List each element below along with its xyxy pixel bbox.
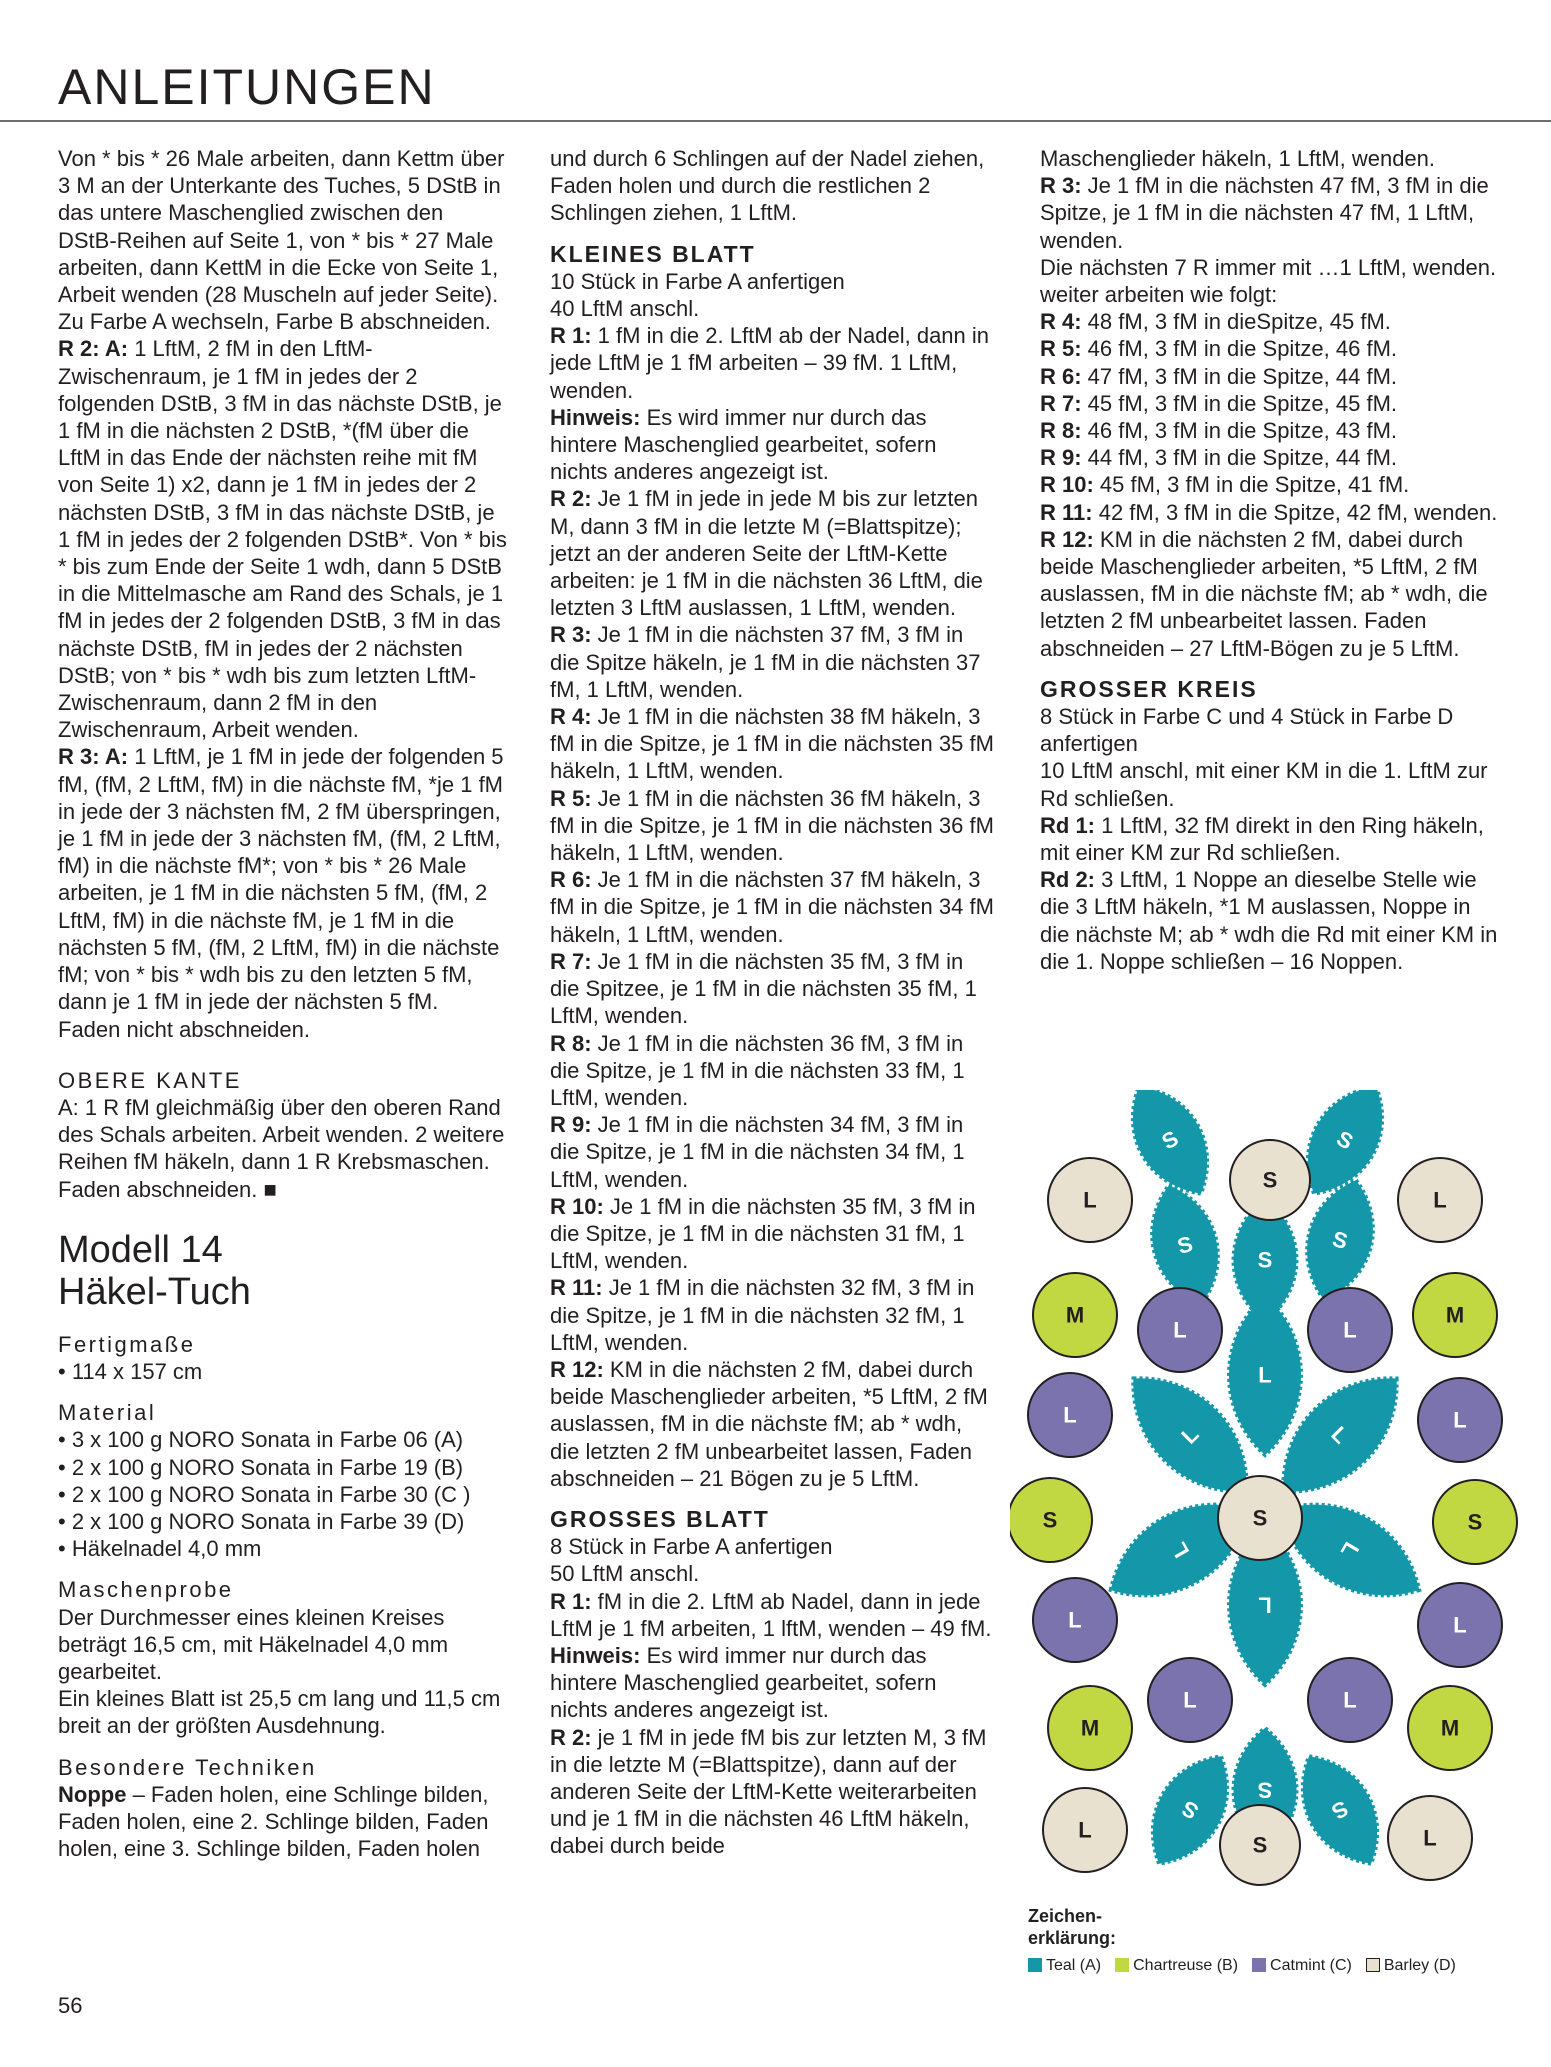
- diagram-label: L: [1078, 1817, 1092, 1843]
- legend-title-line: erklärung:: [1028, 1928, 1117, 1948]
- row-text: Je 1 fM in die nächsten 35 fM, 3 fM in die Spitzee, je 1 fM in die nächsten 35 fM, 1 LftM, wenden.: [550, 948, 977, 1029]
- row-text: 48 fM, 3 fM in dieSpitze, 45 fM.: [1081, 309, 1391, 335]
- row-label: R 10:: [1040, 472, 1094, 498]
- instruction-row: [550, 485, 995, 621]
- section-heading: GROSSER KREIS: [1040, 675, 1258, 702]
- row-text: Je 1 fM in jede in jede M bis zur letzten M, dann 3 fM in die letzte M (=Blattspitze); jetzt an der anderen Seite der LftM-Kette arbeiten: je 1 fM in die nächsten 36 LftM, die letzten 3 LftM auslassen, 1 LftM, wenden.: [550, 486, 983, 621]
- row-text: je 1 fM in jede fM bis zur letzten M, 3 fM in die letzte M (=Blattspitze), dann auf der anderen Seite der LftM-Kette weiterarbeiten und je 1 fM in die nächsten 46 LftM häkeln, dabei durch beide: [550, 1724, 987, 1859]
- legend-title-line: Zeichen-: [1028, 1906, 1103, 1926]
- row-label: R 6:: [550, 867, 592, 893]
- diagram-label: S: [1257, 1777, 1273, 1803]
- diagram-label: S: [1252, 1505, 1268, 1531]
- row-label: R 9:: [1040, 445, 1082, 471]
- row-text: Je 1 fM in die nächsten 47 fM, 3 fM in die Spitze, je 1 fM in die nächsten 47 fM, 1 LftM, wenden.: [1040, 173, 1489, 253]
- catmint-swatch: [1252, 1958, 1266, 1972]
- diagram-label: S: [1177, 1795, 1203, 1825]
- model-title: [58, 1229, 508, 1313]
- diagram-label: S: [1042, 1507, 1058, 1533]
- diagram-label: L: [1453, 1612, 1467, 1638]
- instruction-rows: [550, 1588, 995, 1860]
- model-title-line: Häkel-Tuch: [58, 1270, 251, 1313]
- instruction-rows: [1040, 812, 1500, 975]
- row-label: R 1:: [550, 1588, 592, 1614]
- row-text: 42 fM, 3 fM in die Spitze, 42 fM, wenden.: [1092, 499, 1498, 525]
- diagram-label: S: [1467, 1509, 1483, 1535]
- row-label: R 5:: [1040, 336, 1082, 362]
- diagram-label: L: [1165, 1537, 1195, 1563]
- row-label: Noppe: [58, 1781, 127, 1807]
- instruction-row: [1040, 499, 1500, 526]
- column-2: [550, 145, 995, 1860]
- row-label: Rd 2:: [1040, 867, 1095, 893]
- chartreuse-swatch: [1115, 1958, 1129, 1972]
- row-label: R 9:: [550, 1112, 592, 1138]
- material-item: • 3 x 100 g NORO Sonata in Farbe 06 (A): [58, 1427, 464, 1453]
- diagram-label: L: [1343, 1317, 1357, 1343]
- instruction-row: [550, 1642, 995, 1724]
- diagram-label: M: [1445, 1302, 1465, 1328]
- row-label: R 1:: [550, 323, 592, 349]
- paragraph: Von * bis * 26 Male arbeiten, dann Kettm über 3 M an der Unterkante des Tuches, 5 DStB in das untere Maschenglied zwischen den DStB-Reihen auf Seite 1, von * bis * 27 Male arbeiten, dann KettM in die Ecke von Seite 1, Arbeit wenden (28 Muscheln auf jeder Seite). Zu Farbe A wechseln, Farbe B abschneiden.: [58, 146, 505, 335]
- paragraph: [58, 743, 508, 1015]
- instruction-row: [1040, 526, 1500, 662]
- row-label: R 2:: [550, 1724, 592, 1750]
- diagram-label: L: [1176, 1421, 1204, 1449]
- paragraph: und durch 6 Schlingen auf der Nadel ziehen, Faden holen und durch die restlichen 2 Schlingen ziehen, 1 LftM.: [550, 146, 985, 226]
- row-label: R 4:: [550, 704, 592, 730]
- row-label: R 7:: [550, 948, 592, 974]
- paragraph: [58, 335, 508, 743]
- section-heading: Besondere Techniken: [58, 1754, 317, 1780]
- row-text: 1 LftM, 2 fM in den LftM-Zwischenraum, je 1 fM in jedes der 2 folgenden DStB, 3 fM in das nächste DStB, je 1 fM in die nächsten 2 DStB, *(fM über die LftM in das Ende der nächsten reihe mit fM von Seite 1) x2, dann je 1 fM in jedes der 2 nächsten DStB, 3 fM in das nächste DStB, je 1 fM in jedes der 2 folgenden DStB*. Von * bis * bis zum Ende der Seite 1 wdh, dann 5 DStB in die Mittelmasche am Rand des Schals, je 1 fM in jedes der 2 folgenden DStB, 3 fM in das nächste DStB, fM in jedes der 2 nächsten DStB; von * bis * wdh bis zum letzten LftM-Zwischenraum, dann 2 fM in den Zwischenraum, Arbeit wenden.: [58, 336, 507, 743]
- instruction-row: [550, 322, 995, 404]
- diagram-label: S: [1327, 1795, 1353, 1825]
- instruction-row: [550, 1111, 995, 1193]
- legend-item-teal: Teal (A): [1028, 1957, 1101, 1975]
- diagram-label: S: [1262, 1167, 1278, 1193]
- legend-title: [1028, 1905, 1116, 1949]
- instruction-row: [1040, 390, 1500, 417]
- diagram-label: L: [1433, 1187, 1447, 1213]
- column-3: [1040, 145, 1500, 975]
- row-label: R 2:: [550, 486, 592, 512]
- paragraph: • 114 x 157 cm: [58, 1358, 203, 1384]
- row-text: 46 fM, 3 fM in die Spitze, 46 fM.: [1081, 336, 1398, 362]
- instruction-row: [1040, 308, 1500, 335]
- row-label: R 11:: [1040, 499, 1093, 525]
- diagram-label: L: [1063, 1402, 1077, 1428]
- instruction-row: [550, 785, 995, 867]
- instruction-row: [550, 1356, 995, 1492]
- material-item: • 2 x 100 g NORO Sonata in Farbe 39 (D): [58, 1508, 465, 1534]
- diagram-label: S: [1174, 1231, 1196, 1259]
- instruction-row: [1040, 444, 1500, 471]
- row-label: R 4:: [1040, 309, 1082, 335]
- row-text: 44 fM, 3 fM in die Spitze, 44 fM.: [1081, 445, 1398, 471]
- diagram-label: M: [1440, 1715, 1460, 1741]
- section-heading: GROSSES BLATT: [550, 1505, 770, 1532]
- row-text: Es wird immer nur durch das hintere Maschenglied gearbeitet, sofern nichts anderes angezeigt ist.: [550, 404, 937, 485]
- row-label: R 3:: [550, 622, 592, 648]
- barley-swatch: [1366, 1958, 1380, 1972]
- row-text: Je 1 fM in die nächsten 37 fM, 3 fM in die Spitze häkeln, je 1 fM in die nächsten 37 fM, 1 LftM, wenden.: [550, 622, 981, 702]
- row-text: Je 1 fM in die nächsten 34 fM, 3 fM in die Spitze, je 1 fM in die nächsten 34 fM, 1 LftM, wenden.: [550, 1112, 965, 1192]
- paragraph: Faden nicht abschneiden.: [58, 1016, 310, 1042]
- instruction-rows: [550, 322, 995, 1492]
- section-heading: Fertigmaße: [58, 1331, 196, 1357]
- row-label: Hinweis:: [550, 1642, 641, 1668]
- diagram-label: L: [1258, 1362, 1272, 1388]
- row-label: R 8:: [550, 1030, 592, 1056]
- row-text: – Faden holen, eine Schlinge bilden, Faden holen, eine 2. Schlinge bilden, Faden holen, eine 3. Schlinge bilden, Faden holen: [58, 1781, 489, 1862]
- row-text: Je 1 fM in die nächsten 37 fM häkeln, 3 fM in die Spitze, je 1 fM in die nächsten 34 fM häkeln, 1 LftM, wenden.: [550, 867, 994, 947]
- page-number: 56: [58, 1993, 83, 2018]
- row-text: Je 1 fM in die nächsten 35 fM, 3 fM in die Spitze, je 1 fM in die nächsten 31 fM, 1 LftM, wenden.: [550, 1193, 976, 1274]
- row-label: R 3:: [1040, 173, 1082, 199]
- instruction-row: [550, 1193, 995, 1275]
- section-heading: OBERE KANTE: [58, 1067, 242, 1093]
- column-1: [58, 145, 508, 1862]
- diagram-label: S: [1329, 1226, 1351, 1254]
- instruction-row: [550, 1274, 995, 1356]
- instruction-rows: [1040, 172, 1500, 662]
- row-label: R 7:: [1040, 390, 1082, 416]
- row-label: R 12:: [550, 1356, 604, 1382]
- row-label: R 6:: [1040, 363, 1082, 389]
- row-label: R 12:: [1040, 526, 1094, 552]
- diagram-label: L: [1423, 1825, 1437, 1851]
- row-text: Je 1 fM in die nächsten 38 fM häkeln, 3 fM in die Spitze, je 1 fM in die nächsten 35 fM häkeln, 1 LftM, wenden.: [550, 704, 994, 784]
- row-text: 45 fM, 3 fM in die Spitze, 41 fM.: [1093, 472, 1410, 498]
- header-rule: [0, 120, 1551, 122]
- instruction-row: [550, 703, 995, 785]
- row-text: 46 fM, 3 fM in die Spitze, 43 fM.: [1081, 418, 1398, 444]
- row-label: R 10:: [550, 1193, 604, 1219]
- diagram-label: L: [1068, 1607, 1082, 1633]
- row-text: 3 LftM, 1 Noppe an dieselbe Stelle wie die 3 LftM häkeln, *1 M auslassen, Noppe in die nächste M; ab * wdh die Rd mit einer KM in die 1. Noppe schließen – 16 Noppen.: [1040, 867, 1498, 974]
- instruction-row: [550, 1030, 995, 1112]
- diagram-label: M: [1065, 1302, 1085, 1328]
- row-text: 1 LftM, je 1 fM in jede der folgenden 5 fM, (fM, 2 LftM, fM) in die nächste fM, *je 1 fM in jede der 3 nächsten fM, 2 fM überspringen, je 1 fM in jede der 3 nächsten fM, (fM, 2 LftM, fM) in die nächste fM*; von * bis * 26 Male arbeiten, je 1 fM in die nächsten 5 fM, (fM, 2 LftM, fM) in die nächste fM, je 1 fM in die nächsten 5 fM, (fM, 2 LftM, fM) in die nächste fM; von * bis * wdh bis zu den letzten 5 fM, dann je 1 fM in jede der nächsten 5 fM.: [58, 744, 504, 1015]
- row-label: R 8:: [1040, 418, 1082, 444]
- instruction-row: [550, 621, 995, 703]
- legend-item-chartreuse: Chartreuse (B): [1115, 1957, 1238, 1975]
- instruction-row: [1040, 254, 1500, 308]
- row-text: Die nächsten 7 R immer mit …1 LftM, wenden. weiter arbeiten wie folgt:: [1040, 254, 1497, 308]
- diagram-label: L: [1453, 1407, 1467, 1433]
- row-label: Rd 1:: [1040, 812, 1095, 838]
- instruction-row: [1040, 812, 1500, 866]
- paragraph: 8 Stück in Farbe A anfertigen 50 LftM anschl.: [550, 1534, 833, 1587]
- diagram-label: S: [1252, 1832, 1268, 1858]
- instruction-row: [550, 948, 995, 1030]
- shawl-layout-diagram: [1010, 1090, 1530, 1920]
- diagram-label: S: [1257, 1247, 1273, 1273]
- instruction-row: [1040, 363, 1500, 390]
- instruction-row: [550, 1724, 995, 1860]
- instruction-row: [1040, 866, 1500, 975]
- row-text: Je 1 fM in die nächsten 36 fM, 3 fM in die Spitze, je 1 fM in die nächsten 33 fM, 1 LftM, wenden.: [550, 1030, 965, 1110]
- row-text: 45 fM, 3 fM in die Spitze, 45 fM.: [1081, 390, 1398, 416]
- section-heading: Maschenprobe: [58, 1577, 234, 1603]
- row-text: fM in die 2. LftM ab Nadel, dann in jede LftM je 1 fM arbeiten, 1 lftM, wenden – 49 fM.: [550, 1588, 992, 1641]
- row-text: Es wird immer nur durch das hintere Maschenglied gearbeitet, sofern nichts anderes angezeigt ist.: [550, 1642, 937, 1723]
- row-text: KM in die nächsten 2 fM, dabei durch beide Maschenglieder arbeiten, *5 LftM, 2 fM auslassen, fM in die nächste fM; ab * wdh, die letzten 2 fM unbearbeitet lassen, Faden abschneiden – 21 Bögen zu je 5 LftM.: [550, 1356, 988, 1491]
- instruction-row: [550, 1588, 995, 1642]
- row-text: KM in die nächsten 2 fM, dabei durch beide Maschenglieder arbeiten, *5 LftM, 2 fM auslassen, fM in die nächste fM; ab * wdh, die letzten 2 fM unbearbeitet lassen. Faden abschneiden – 27 LftM-Bögen zu je 5 LftM.: [1040, 526, 1488, 661]
- section-heading: Material: [58, 1400, 157, 1426]
- row-label: R 2: A:: [58, 336, 129, 362]
- diagram-label: L: [1326, 1421, 1354, 1449]
- diagram-label: L: [1335, 1537, 1365, 1563]
- paragraph: [58, 1781, 508, 1863]
- row-text: Je 1 fM in die nächsten 36 fM häkeln, 3 fM in die Spitze, je 1 fM in die nächsten 36 fM häkeln, 1 LftM, wenden.: [550, 785, 994, 866]
- diagram-label: L: [1258, 1592, 1272, 1618]
- instruction-row: [1040, 172, 1500, 254]
- instruction-row: [550, 866, 995, 948]
- legend-item-barley: Barley (D): [1366, 1957, 1456, 1975]
- page-title: ANLEITUNGEN: [58, 59, 436, 115]
- legend: [1028, 1957, 1456, 1975]
- legend-item-catmint: Catmint (C): [1252, 1957, 1352, 1975]
- paragraph: 10 Stück in Farbe A anfertigen 40 LftM anschl.: [550, 268, 845, 322]
- diagram-label: S: [1332, 1125, 1358, 1155]
- paragraph: Ein kleines Blatt ist 25,5 cm lang und 11,5 cm breit an der größten Ausdehnung.: [58, 1686, 501, 1739]
- diagram-label: M: [1080, 1715, 1100, 1741]
- instruction-row: [1040, 335, 1500, 362]
- paragraph: 8 Stück in Farbe C und 4 Stück in Farbe D anfertigen 10 LftM anschl, mit einer KM in die 1. LftM zur Rd schließen.: [1040, 704, 1488, 811]
- row-text: 1 LftM, 32 fM direkt in den Ring häkeln, mit einer KM zur Rd schließen.: [1040, 812, 1484, 866]
- diagram-label: L: [1173, 1317, 1187, 1343]
- row-label: Hinweis:: [550, 404, 641, 430]
- paragraph: Maschenglieder häkeln, 1 LftM, wenden.: [1040, 146, 1436, 171]
- row-text: Je 1 fM in die nächsten 32 fM, 3 fM in die Spitze, je 1 fM in die nächsten 32 fM, 1 LftM, wenden.: [550, 1275, 975, 1355]
- paragraph: A: 1 R fM gleichmäßig über den oberen Rand des Schals arbeiten. Arbeit wenden. 2 weitere Reihen fM häkeln, dann 1 R Krebsmaschen. Faden abschneiden. ■: [58, 1094, 505, 1202]
- instruction-row: [550, 404, 995, 486]
- row-text: 47 fM, 3 fM in die Spitze, 44 fM.: [1081, 363, 1398, 389]
- materials-list: [58, 1426, 508, 1562]
- paragraph: Der Durchmesser eines kleinen Kreises beträgt 16,5 cm, mit Häkelnadel 4,0 mm gearbeitet.: [58, 1604, 449, 1684]
- material-item: • Häkelnadel 4,0 mm: [58, 1536, 262, 1562]
- diagram-label: S: [1157, 1125, 1183, 1155]
- instruction-row: [1040, 417, 1500, 444]
- material-item: • 2 x 100 g NORO Sonata in Farbe 30 (C ): [58, 1481, 471, 1507]
- teal-swatch: [1028, 1958, 1042, 1972]
- model-title-line: Modell 14: [58, 1228, 223, 1271]
- diagram-label: L: [1183, 1687, 1197, 1713]
- material-item: • 2 x 100 g NORO Sonata in Farbe 19 (B): [58, 1454, 464, 1480]
- section-heading: KLEINES BLATT: [550, 240, 756, 267]
- row-label: R 3: A:: [58, 744, 129, 770]
- instruction-row: [1040, 471, 1500, 498]
- row-label: R 5:: [550, 785, 592, 811]
- diagram-label: L: [1343, 1687, 1357, 1713]
- row-label: R 11:: [550, 1275, 603, 1301]
- row-text: 1 fM in die 2. LftM ab der Nadel, dann in jede LftM je 1 fM arbeiten – 39 fM. 1 LftM, wenden.: [550, 323, 990, 403]
- diagram-label: L: [1083, 1187, 1097, 1213]
